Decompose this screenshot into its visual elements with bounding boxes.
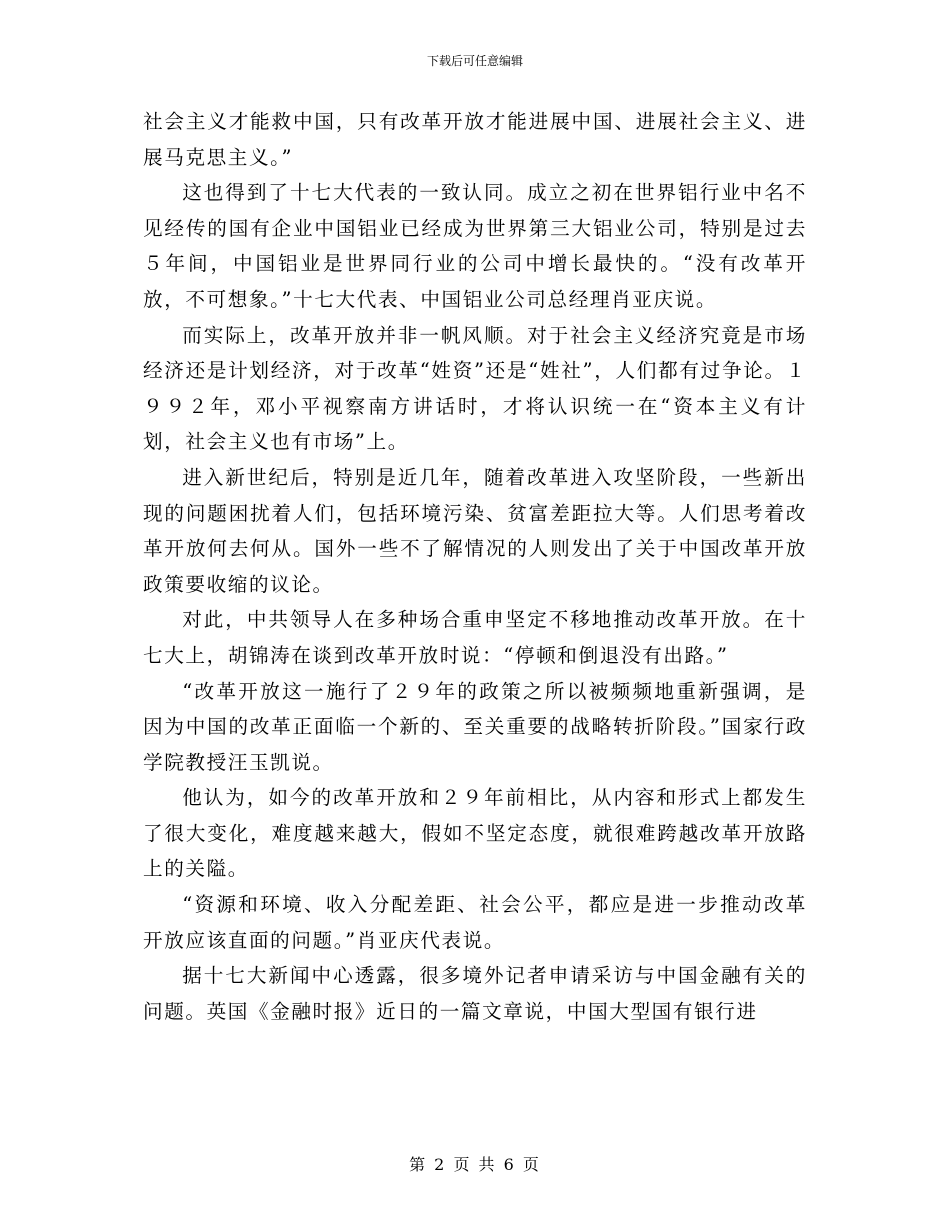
paragraph-continuation: 社会主义才能救中国，只有改革开放才能进展中国、进展社会主义、进展马克思主义。” xyxy=(143,110,807,169)
paragraph: 对此，中共领导人在多种场合重申坚定不移地推动改革开放。在十七大上，胡锦涛在谈到改革开放时说：“停顿和倒退没有出路。” xyxy=(143,608,807,667)
paragraph: “改革开放这一施行了２９年的政策之所以被频频地重新强调，是因为中国的改革正面临一个新的、至关重要的战略转折阶段。”国家行政学院教授汪玉凯说。 xyxy=(143,679,807,774)
paragraph: “资源和环境、收入分配差距、社会公平，都应是进一步推动改革开放应该直面的问题。”肖亚庆代表说。 xyxy=(143,893,807,952)
paragraph: 据十七大新闻中心透露，很多境外记者申请采访与中国金融有关的问题。英国《金融时报》近日的一篇文章说，中国大型国有银行进 xyxy=(143,964,807,1023)
page-header: 下载后可任意编辑 xyxy=(426,54,523,68)
document-body xyxy=(143,104,807,1029)
paragraph: 这也得到了十七大代表的一致认同。成立之初在世界铝行业中名不见经传的国有企业中国铝业已经成为世界第三大铝业公司，特别是过去５年间，中国铝业是世界同行业的公司中增长最快的。“没有改革开放，不可想象。”十七大代表、中国铝业公司总经理肖亚庆说。 xyxy=(143,181,807,311)
paragraph: 而实际上，改革开放并非一帆风顺。对于社会主义经济究竟是市场经济还是计划经济，对于改革“姓资”还是“姓社”，人们都有过争论。１９９２年，邓小平视察南方讲话时，才将认识统一在“资本主义有计划，社会主义也有市场”上。 xyxy=(143,323,807,454)
paragraph: 他认为，如今的改革开放和２９年前相比，从内容和形式上都发生了很大变化，难度越来越大，假如不坚定态度，就很难跨越改革开放路上的关隘。 xyxy=(143,786,807,881)
page-footer: 第 2 页 共 6 页 xyxy=(409,1155,541,1174)
paragraph: 进入新世纪后，特别是近几年，随着改革进入攻坚阶段，一些新出现的问题困扰着人们，包括环境污染、贫富差距拉大等。人们思考着改革开放何去何从。国外一些不了解情况的人则发出了关于中国改革开放政策要收缩的议论。 xyxy=(143,465,807,596)
